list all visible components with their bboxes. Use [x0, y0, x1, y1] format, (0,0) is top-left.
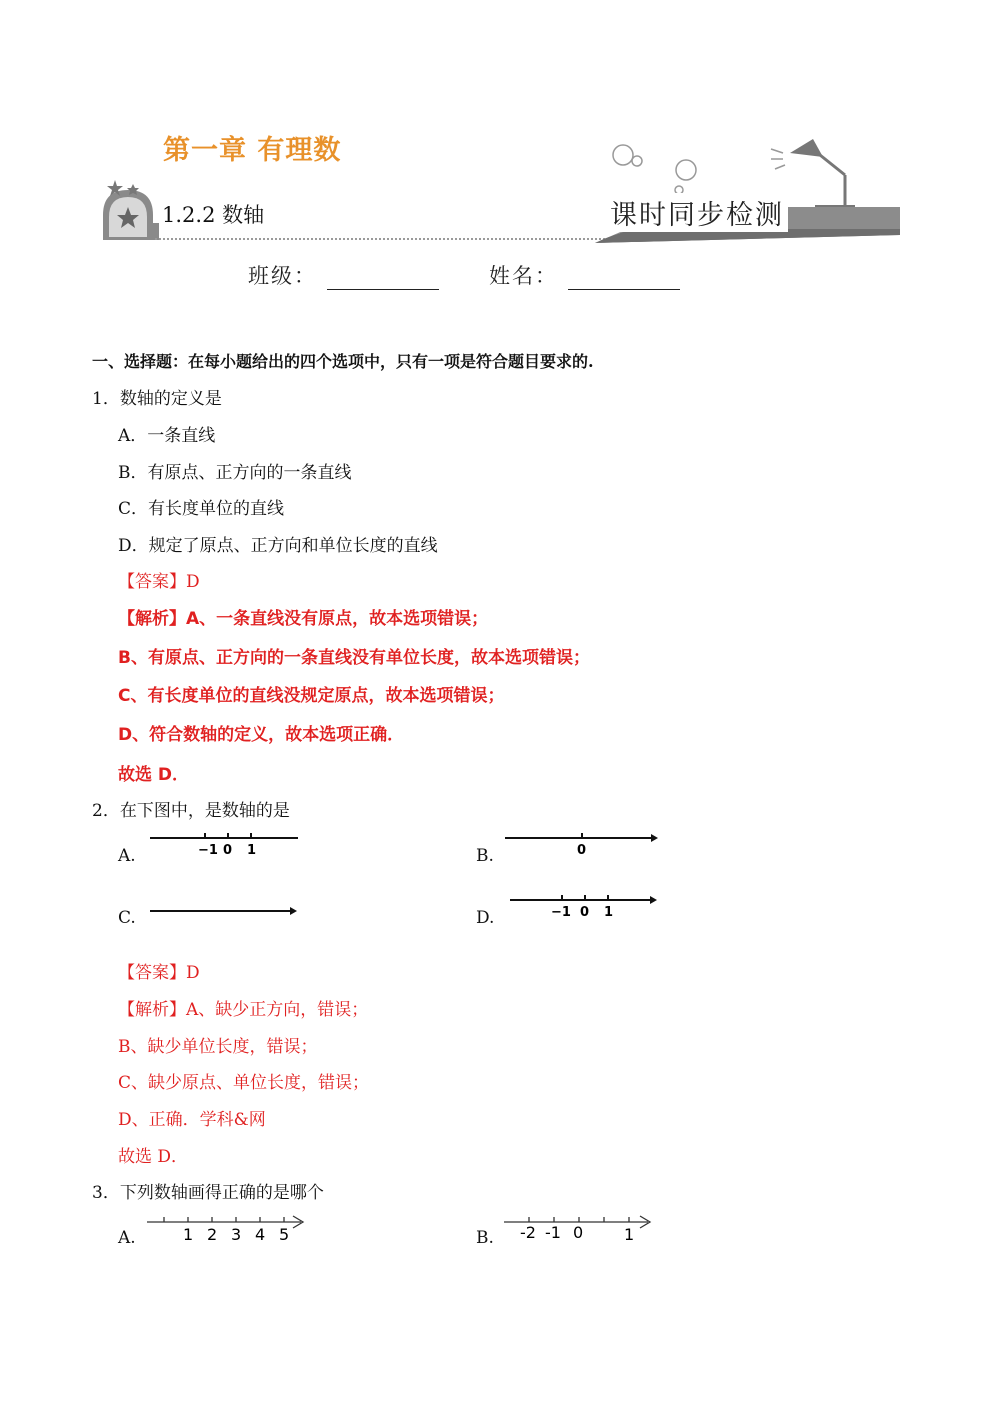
section-heading: 一、选择题：在每小题给出的四个选项中，只有一项是符合题目要求的. [92, 352, 594, 371]
class-label: 班级： [248, 264, 317, 288]
star-badge-icon [103, 180, 159, 240]
q3a-tick-2: 2 [207, 1225, 218, 1244]
q2-figure-b [503, 830, 663, 860]
name-label: 姓名： [489, 264, 558, 288]
q3b-tick-0: 0 [573, 1223, 584, 1242]
q2a-tick-1: 1 [247, 843, 257, 858]
q1-analysis-4: D、符合数轴的定义，故本选项正确． [118, 725, 405, 745]
q3-label-a: A. [118, 1228, 136, 1248]
class-field [248, 260, 439, 290]
q1-analysis-2: B、有原点、正方向的一条直线没有单位长度，故本选项错误； [118, 648, 590, 668]
section-title: 1.2.2 数轴 [162, 203, 265, 227]
q2d-tick-0: 0 [580, 905, 590, 920]
q2-analysis-1: 【解析】A、缺少正方向，错误； [118, 1000, 369, 1020]
q2-stem: 2．在下图中，是数轴的是 [92, 801, 290, 821]
q2-label-a: A. [118, 846, 136, 866]
q2a-tick-neg1: −1 [198, 843, 218, 858]
q1-option-c: C．有长度单位的直线 [118, 499, 285, 519]
q2-figure-d [508, 892, 663, 922]
q2-analysis-4: D、正确．学科&网 [118, 1110, 266, 1130]
q2-answer: 【答案】D [118, 963, 200, 983]
q2-analysis-3: C、缺少原点、单位长度，错误； [118, 1073, 370, 1093]
q1-analysis-3: C、有长度单位的直线没规定原点，故本选项错误； [118, 686, 505, 706]
q1-analysis-1: 【解析】A、一条直线没有原点，故本选项错误； [118, 609, 489, 629]
q3a-tick-4: 4 [255, 1225, 266, 1244]
q1-option-b: B．有原点、正方向的一条直线 [118, 463, 352, 483]
q2-figure-a [148, 830, 303, 860]
q3-label-b: B. [476, 1228, 494, 1248]
q3b-tick-neg1: -1 [545, 1223, 561, 1242]
q1-option-d: D．规定了原点、正方向和单位长度的直线 [118, 536, 438, 556]
class-blank [327, 267, 439, 290]
chapter-title: 第一章 有理数 [163, 135, 342, 166]
q2d-tick-1: 1 [604, 905, 614, 920]
brand-title: 课时同步检测 [606, 193, 788, 232]
name-blank [568, 267, 680, 290]
q2-figure-c [148, 903, 303, 919]
q1-analysis-5: 故选 D． [118, 765, 190, 785]
q2-analysis-5: 故选 D． [118, 1147, 189, 1167]
q1-option-a: A．一条直线 [118, 426, 216, 446]
q3-figure-a [145, 1210, 310, 1246]
name-field [489, 260, 680, 290]
q3b-tick-1: 1 [624, 1225, 635, 1244]
q2-label-c: C. [118, 908, 136, 928]
q2a-tick-0: 0 [223, 843, 233, 858]
q3a-tick-1: 1 [183, 1225, 194, 1244]
q3a-tick-3: 3 [231, 1225, 242, 1244]
q2d-tick-neg1: −1 [551, 905, 571, 920]
q2-analysis-2: B、缺少单位长度，错误； [118, 1037, 318, 1057]
q1-answer: 【答案】D [118, 572, 200, 592]
q3-figure-b [502, 1210, 662, 1246]
q1-stem: 1．数轴的定义是 [92, 389, 222, 409]
q3b-tick-neg2: -2 [520, 1223, 536, 1242]
q3a-tick-5: 5 [279, 1225, 290, 1244]
q2b-tick-0: 0 [577, 843, 587, 858]
q3-stem: 3．下列数轴画得正确的是哪个 [92, 1183, 324, 1203]
q2-label-d: D. [476, 908, 495, 928]
q2-label-b: B. [476, 846, 494, 866]
